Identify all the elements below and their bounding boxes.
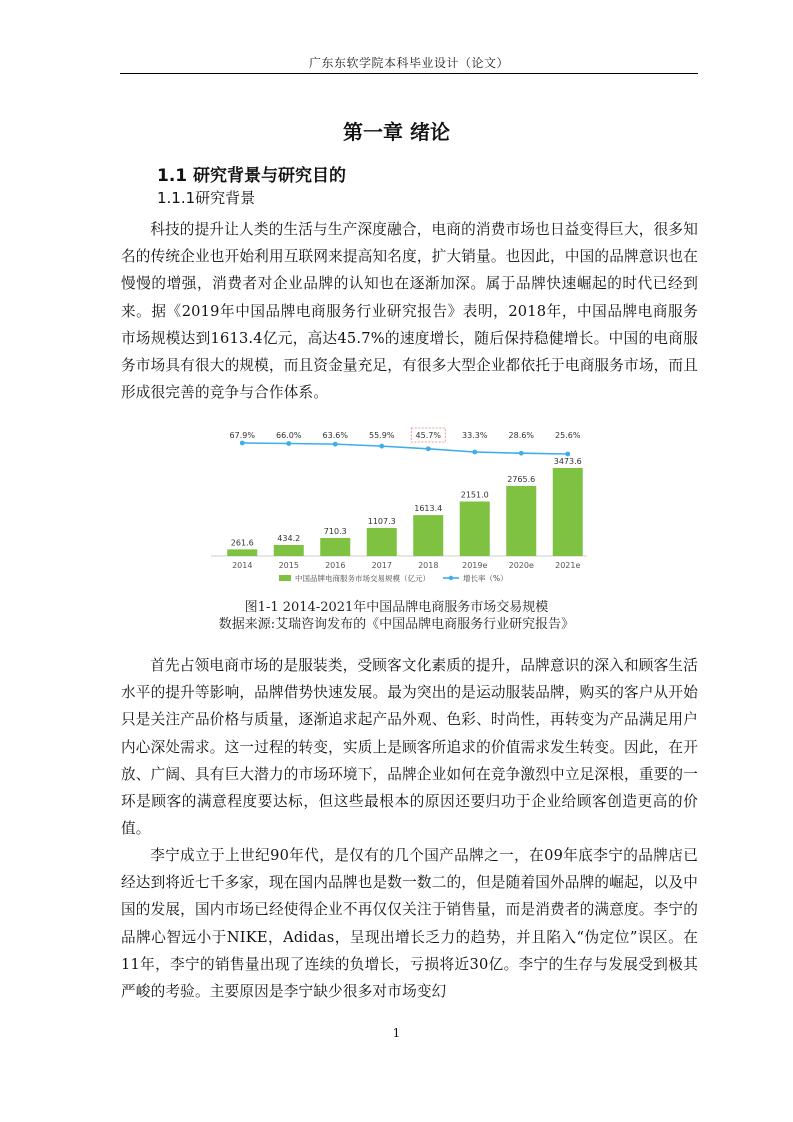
growth-label-2017: 55.9% <box>369 431 395 440</box>
paragraph-1: 科技的提升让人类的生活与生产深度融合，电商的消费市场也日益变得巨大，很多知名的传统企业也开始利用互联网来提高知名度，扩大销量。也因此，中国的品牌意识也在慢慢的增强，消费者对企业品牌的认知也在逐渐加深。属于品牌快速崛起的时代已经到来。据《2019年中国品牌电商服务行业研究报告》表明，2018年，中国品牌电商服务市场规模达到1613.4亿元，高达45.7%的速度增长，随后保持稳健增长。中国的电商服务市场具有很大的规模，而且资金量充足，有很多大型企业都依托于电商服务市场，而且形成很完善的竞争与合作体系。 <box>121 221 698 402</box>
figure-source: 数据来源:艾瑞咨询发布的《中国品牌电商服务行业研究报告》 <box>218 617 575 632</box>
bar-label-2016: 710.3 <box>323 527 347 537</box>
growth-label-2018: 45.7% <box>415 431 441 440</box>
bar-label-2017: 1107.3 <box>367 516 396 526</box>
paragraph-2: 首先占领电商市场的是服装类，受顾客文化素质的提升，品牌意识的深入和顾客生活水平的提升等影响，品牌借势快速发展。最为突出的是运动服装品牌，购买的客户从开始只是关注产品价格与质量，逐渐追求起产品外观、色彩、时尚性，再转变为产品满足用户内心深处需求。这一过程的转变，实质上是顾客所追求的价值需求发生转变。因此，在开放、广阔、具有巨大潜力的市场环境下，品牌企业如何在竞争激烈中立足深根，重要的一环是顾客的满意程度要达标，但这些最根本的原因还要归功于企业给顾客创造更高的价值。 <box>121 657 698 838</box>
legend-bar-swatch <box>279 575 291 581</box>
market-scale-chart <box>207 424 591 592</box>
growth-point-2020e <box>519 451 524 456</box>
bar-label-2014: 261.6 <box>230 538 254 548</box>
growth-label-2016: 63.6% <box>322 431 348 440</box>
legend-line-marker <box>449 576 453 580</box>
x-tick-2018: 2018 <box>418 561 439 570</box>
bar-2017 <box>367 528 397 556</box>
growth-point-2019e <box>472 450 477 455</box>
header-rule <box>120 73 698 74</box>
x-tick-2020e: 2020e <box>508 561 534 570</box>
bar-2018 <box>413 515 443 556</box>
bar-label-2019e: 2151.0 <box>460 490 489 500</box>
growth-label-2014: 67.9% <box>229 431 255 440</box>
x-tick-2021e: 2021e <box>555 561 581 570</box>
page-number: 1 <box>392 1026 401 1040</box>
bar-label-2018: 1613.4 <box>414 504 443 514</box>
bar-label-2021e: 3473.6 <box>553 457 582 466</box>
x-tick-2016: 2016 <box>325 561 346 570</box>
chart-svg <box>207 424 591 592</box>
x-tick-2014: 2014 <box>232 561 253 570</box>
growth-point-2021e <box>565 452 570 457</box>
figure-caption: 图1-1 2014-2021年中国品牌电商服务市场交易规模 <box>244 600 549 615</box>
growth-line <box>242 443 568 454</box>
growth-point-2018 <box>426 446 431 451</box>
growth-label-2021e: 25.6% <box>555 431 581 440</box>
bar-2016 <box>320 538 350 556</box>
growth-point-2016 <box>333 442 338 447</box>
legend-bar-label: 中国品牌电商服务市场交易规模（亿元） <box>295 574 430 583</box>
growth-label-2015: 66.0% <box>276 431 302 440</box>
x-tick-2015: 2015 <box>278 561 299 570</box>
x-tick-2017: 2017 <box>371 561 392 570</box>
bar-2020e <box>506 486 536 556</box>
bar-label-2015: 434.2 <box>277 534 301 543</box>
growth-point-2015 <box>286 441 291 446</box>
chapter-title: 第一章 绪论 <box>343 120 450 144</box>
growth-point-2014 <box>240 441 245 446</box>
growth-point-2017 <box>379 444 384 449</box>
growth-label-2020e: 28.6% <box>508 431 534 440</box>
bar-2021e <box>553 468 583 556</box>
legend-line-label: 增长率（%） <box>463 574 508 583</box>
bar-2014 <box>227 549 257 556</box>
bar-2015 <box>274 545 304 556</box>
section-title: 1.1 研究背景与研究目的 <box>157 166 347 186</box>
page-header: 广东东软学院本科毕业设计（论文） <box>308 56 509 70</box>
growth-label-2019e: 33.3% <box>462 431 488 440</box>
bar-2019e <box>460 502 490 556</box>
paragraph-3: 李宁成立于上世纪90年代，是仅有的几个国产品牌之一，在09年底李宁的品牌店已经达到将近七千多家，现在国内品牌也是数一数二的，但是随着国外品牌的崛起，以及中国的发展，国内市场已经使得企业不再仅仅关注于销售量，而是消费者的满意度。李宁的品牌心智远小于NIKE，Adidas，呈现出增长乏力的趋势，并且陷入“伪定位”误区。在11年，李宁的销售量出现了连续的负增长，亏损将近30亿。李宁的生存与发展受到极其严峻的考验。主要原因是李宁缺少很多对市场变幻 <box>121 847 698 1001</box>
subsection-title: 1.1.1研究背景 <box>157 189 256 207</box>
bar-label-2020e: 2765.6 <box>507 474 536 484</box>
x-tick-2019e: 2019e <box>462 561 488 570</box>
